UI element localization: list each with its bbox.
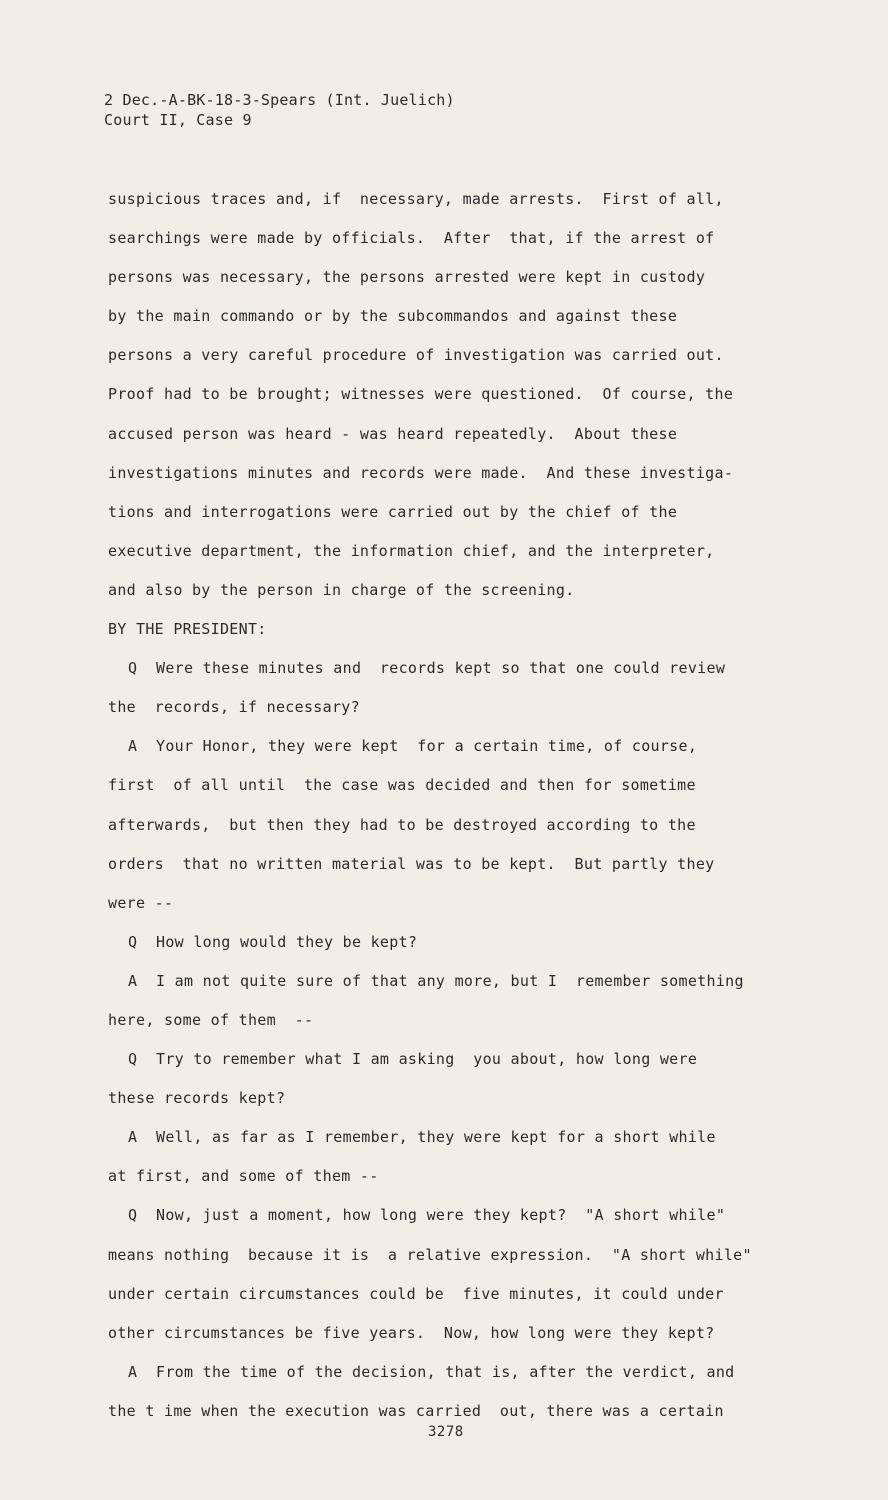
transcript-body [108, 186, 788, 1437]
transcript-line: afterwards, but then they had to be destroyed according to the [108, 815, 696, 834]
transcript-line: A Well, as far as I remember, they were kept for a short while [128, 1128, 716, 1147]
transcript-line: other circumstances be five years. Now, how long were they kept? [108, 1323, 715, 1342]
transcript-line: by the main commando or by the subcommandos and against these [108, 307, 678, 326]
transcript-line: the t ime when the execution was carried out, there was a certain [108, 1401, 724, 1420]
transcript-line: at first, and some of them -- [108, 1167, 379, 1186]
transcript-line: suspicious traces and, if necessary, made arrests. First of all, [108, 190, 724, 208]
transcript-line: accused person was heard - was heard repeatedly. About these [108, 424, 678, 443]
transcript-line: Proof had to be brought; witnesses were questioned. Of course, the [108, 385, 734, 404]
transcript-line: and also by the person in charge of the screening. [108, 580, 575, 599]
transcript-line: these records kept? [108, 1089, 286, 1108]
transcript-line: Q Now, just a moment, how long were they kept? "A short while" [128, 1206, 726, 1225]
transcript-line: Q Try to remember what I am asking you about, how long were [128, 1050, 698, 1069]
transcript-line: executive department, the information chief, and the interpreter, [108, 541, 715, 560]
transcript-line: means nothing because it is a relative expression. "A short while" [108, 1245, 752, 1264]
transcript-line: Q Were these minutes and records kept so that one could review [128, 659, 726, 678]
transcript-line: investigations minutes and records were made. And these investiga- [108, 463, 734, 482]
transcript-line: A Your Honor, they were kept for a certain time, of course, [128, 737, 698, 756]
transcript-line: the records, if necessary? [108, 698, 360, 717]
transcript-line: orders that no written material was to be kept. But partly they [108, 854, 715, 873]
page-number: 3278 [428, 1424, 464, 1440]
transcript-line: tions and interrogations were carried out by the chief of the [108, 502, 678, 521]
transcript-line: persons a very careful procedure of investigation was carried out. [108, 346, 724, 365]
transcript-line: were -- [108, 893, 174, 912]
transcript-line: under certain circumstances could be five minutes, it could under [108, 1284, 724, 1303]
header-line-2: Court II, Case 9 [104, 111, 252, 129]
transcript-line: here, some of them -- [108, 1010, 314, 1029]
document-header [104, 90, 455, 130]
header-line-1: 2 Dec.-A-BK-18-3-Spears (Int. Juelich) [104, 91, 455, 109]
transcript-line: A I am not quite sure of that any more, but I remember something [128, 971, 744, 990]
transcript-line: persons was necessary, the persons arrested were kept in custody [108, 268, 706, 287]
transcript-line: searchings were made by officials. After that, if the arrest of [108, 229, 715, 248]
transcript-line: BY THE PRESIDENT: [108, 620, 267, 639]
transcript-line: first of all until the case was decided and then for sometime [108, 776, 696, 795]
transcript-line: Q How long would they be kept? [128, 932, 418, 951]
transcript-line: A From the time of the decision, that is, after the verdict, and [128, 1362, 735, 1381]
